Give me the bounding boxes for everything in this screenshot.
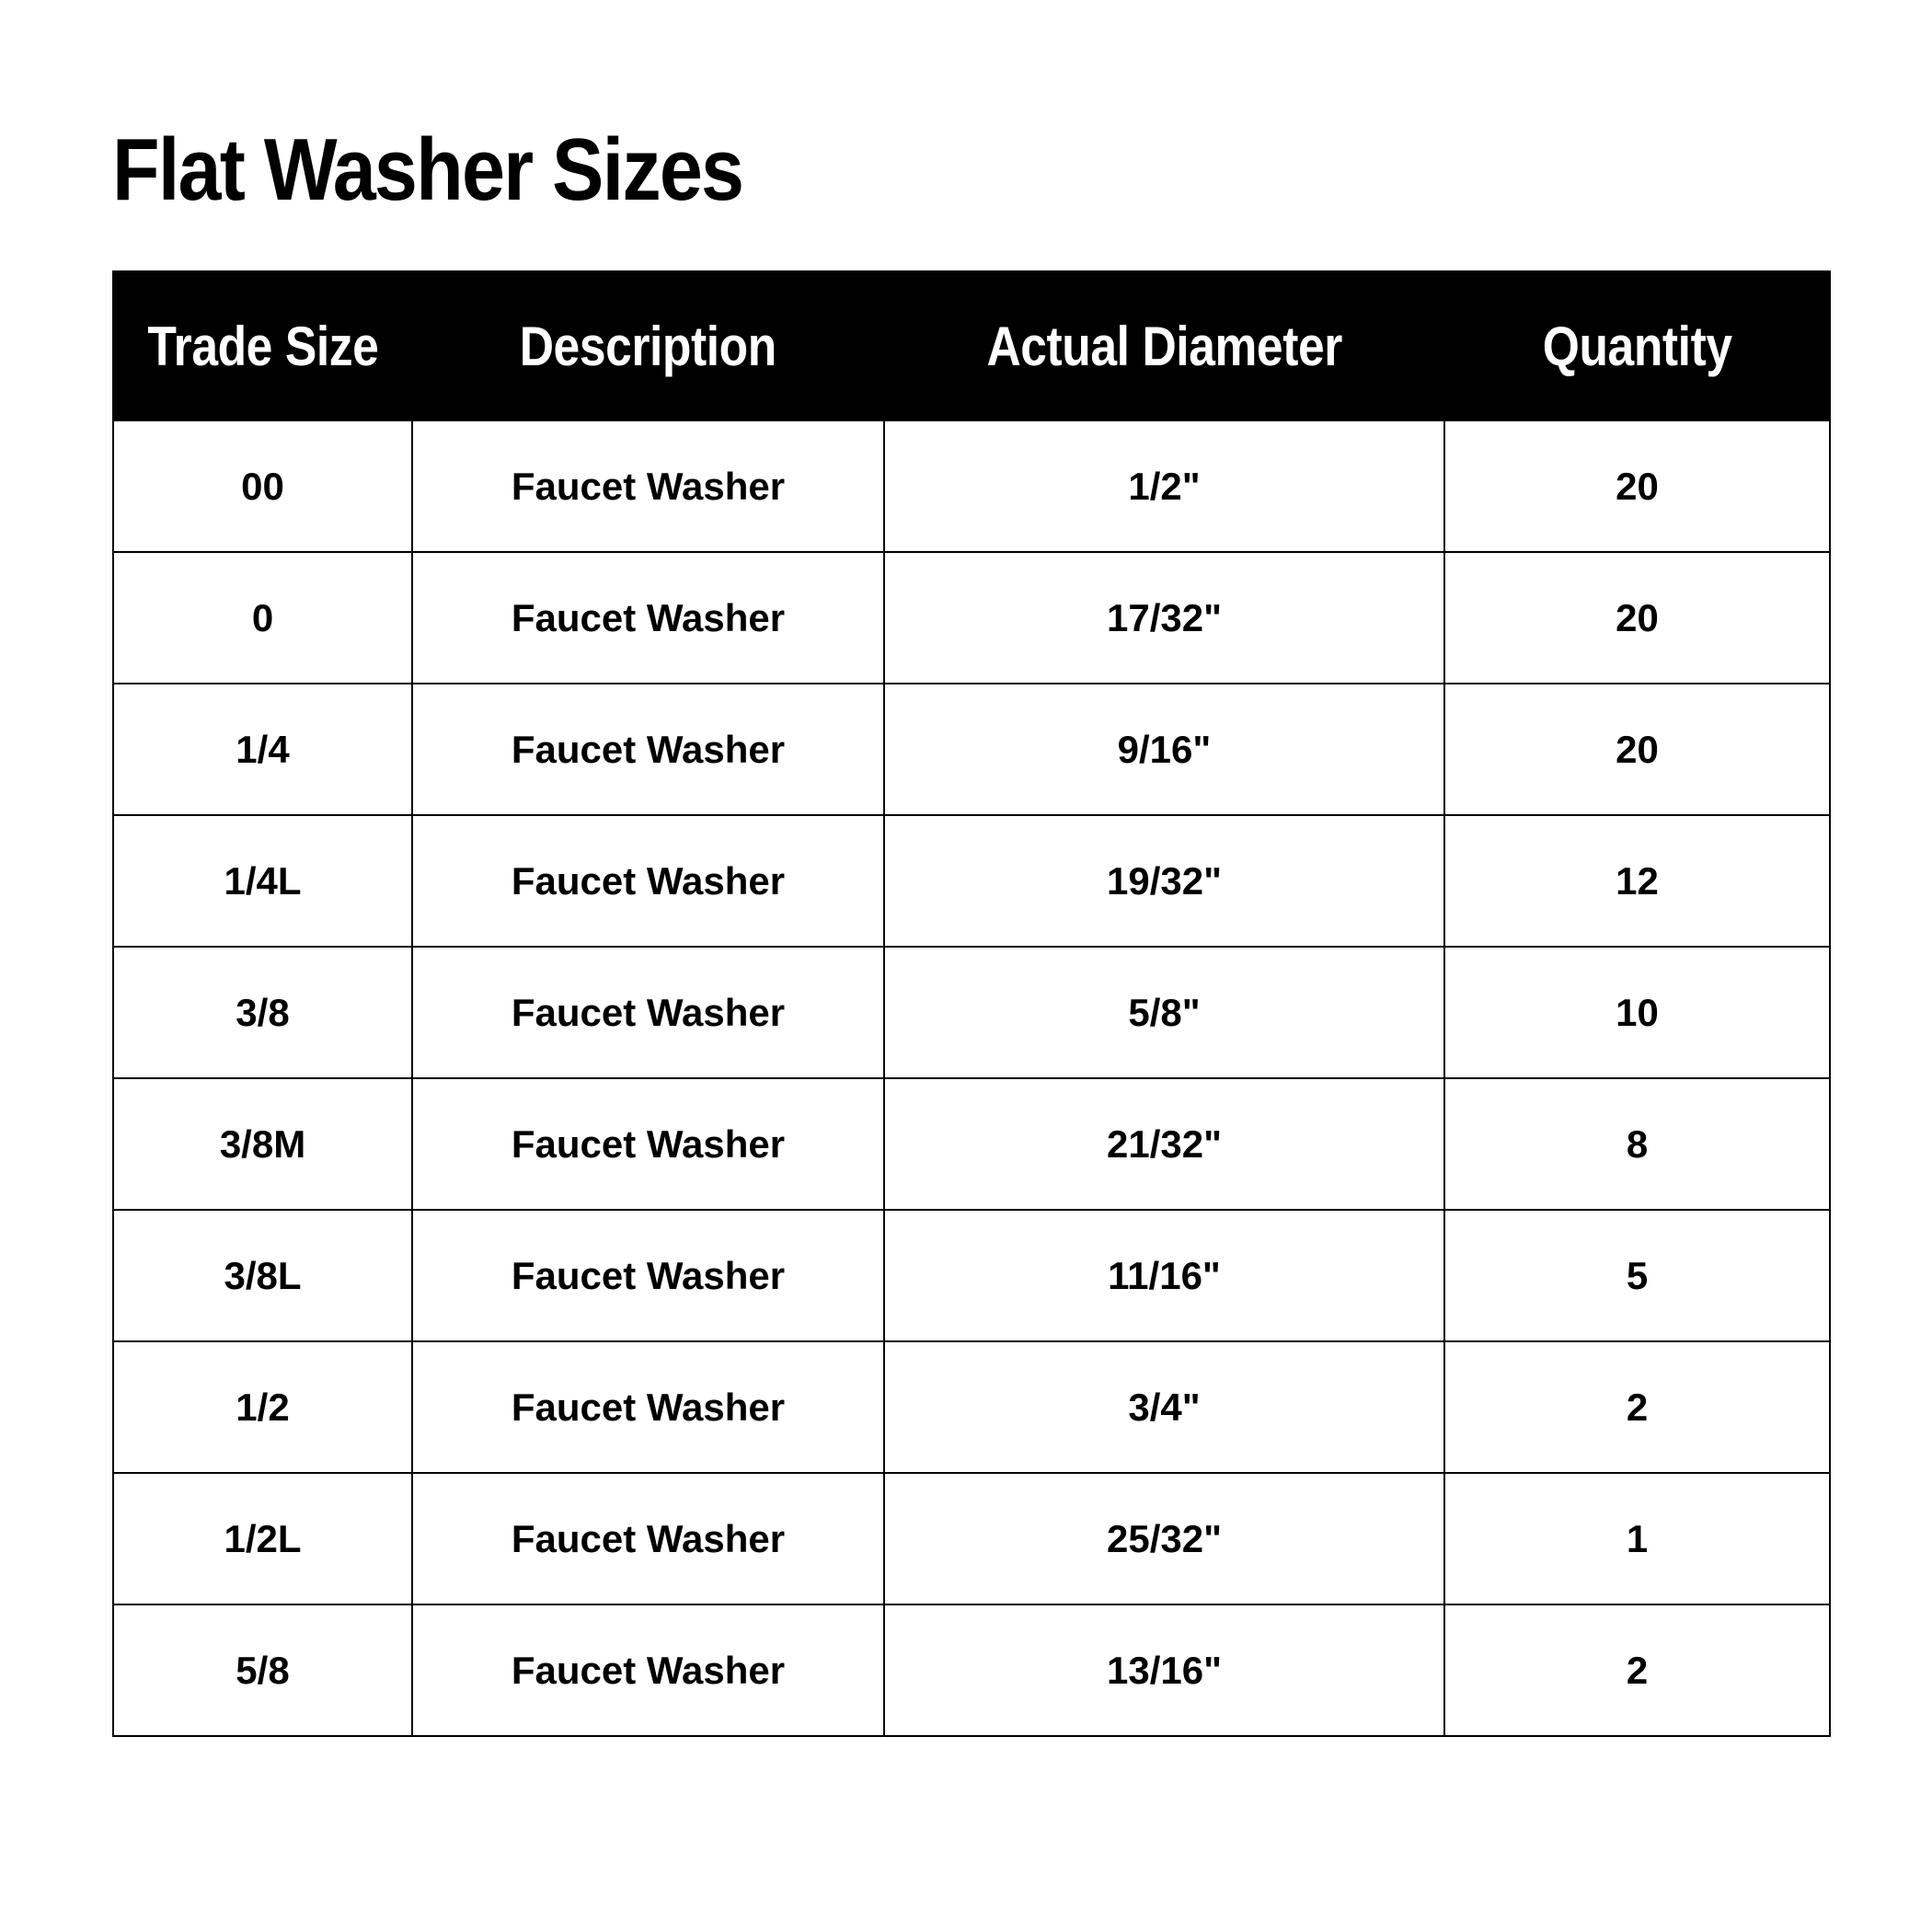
washer-size-table (112, 270, 1831, 1737)
cell-description: Faucet Washer (412, 947, 884, 1078)
cell-description: Faucet Washer (412, 552, 884, 684)
header-trade-size (113, 271, 412, 420)
cell-trade-size: 3/8L (113, 1210, 412, 1341)
cell-actual-diameter: 9/16" (884, 684, 1444, 815)
cell-trade-size: 1/2 (113, 1341, 412, 1473)
cell-trade-size: 3/8 (113, 947, 412, 1078)
table-row (113, 815, 1830, 947)
cell-description: Faucet Washer (412, 815, 884, 947)
header-quantity-label: Quantity (1542, 315, 1732, 377)
table-row (113, 1210, 1830, 1341)
cell-description: Faucet Washer (412, 684, 884, 815)
page-title: Flat Washer Sizes (112, 121, 743, 219)
table-row (113, 1473, 1830, 1604)
cell-quantity: 2 (1444, 1604, 1830, 1736)
cell-trade-size: 1/4L (113, 815, 412, 947)
cell-actual-diameter: 1/2" (884, 420, 1444, 552)
cell-actual-diameter: 21/32" (884, 1078, 1444, 1210)
cell-actual-diameter: 11/16" (884, 1210, 1444, 1341)
table-row (113, 1341, 1830, 1473)
cell-description: Faucet Washer (412, 1341, 884, 1473)
table-row (113, 1078, 1830, 1210)
cell-description: Faucet Washer (412, 420, 884, 552)
cell-actual-diameter: 3/4" (884, 1341, 1444, 1473)
cell-quantity: 20 (1444, 420, 1830, 552)
header-quantity (1444, 271, 1830, 420)
header-actual-diameter-label: Actual Diameter (986, 315, 1342, 377)
table-row (113, 947, 1830, 1078)
cell-quantity: 20 (1444, 552, 1830, 684)
cell-quantity: 8 (1444, 1078, 1830, 1210)
cell-quantity: 10 (1444, 947, 1830, 1078)
cell-quantity: 5 (1444, 1210, 1830, 1341)
cell-actual-diameter: 17/32" (884, 552, 1444, 684)
cell-actual-diameter: 25/32" (884, 1473, 1444, 1604)
header-row (113, 271, 1830, 420)
cell-quantity: 1 (1444, 1473, 1830, 1604)
header-actual-diameter (884, 271, 1444, 420)
cell-description: Faucet Washer (412, 1078, 884, 1210)
cell-quantity: 20 (1444, 684, 1830, 815)
header-description-label: Description (519, 315, 777, 377)
cell-trade-size: 00 (113, 420, 412, 552)
cell-trade-size: 0 (113, 552, 412, 684)
cell-actual-diameter: 19/32" (884, 815, 1444, 947)
table-row (113, 1604, 1830, 1736)
washer-size-table-container (112, 270, 1829, 1737)
table-row (113, 420, 1830, 552)
cell-trade-size: 5/8 (113, 1604, 412, 1736)
cell-actual-diameter: 13/16" (884, 1604, 1444, 1736)
table-body (113, 420, 1830, 1736)
cell-description: Faucet Washer (412, 1210, 884, 1341)
header-trade-size-label: Trade Size (147, 315, 378, 377)
table-header (113, 271, 1830, 420)
cell-quantity: 12 (1444, 815, 1830, 947)
cell-trade-size: 1/4 (113, 684, 412, 815)
cell-trade-size: 3/8M (113, 1078, 412, 1210)
header-description (412, 271, 884, 420)
table-row (113, 684, 1830, 815)
cell-trade-size: 1/2L (113, 1473, 412, 1604)
cell-actual-diameter: 5/8" (884, 947, 1444, 1078)
cell-description: Faucet Washer (412, 1604, 884, 1736)
cell-description: Faucet Washer (412, 1473, 884, 1604)
table-row (113, 552, 1830, 684)
cell-quantity: 2 (1444, 1341, 1830, 1473)
